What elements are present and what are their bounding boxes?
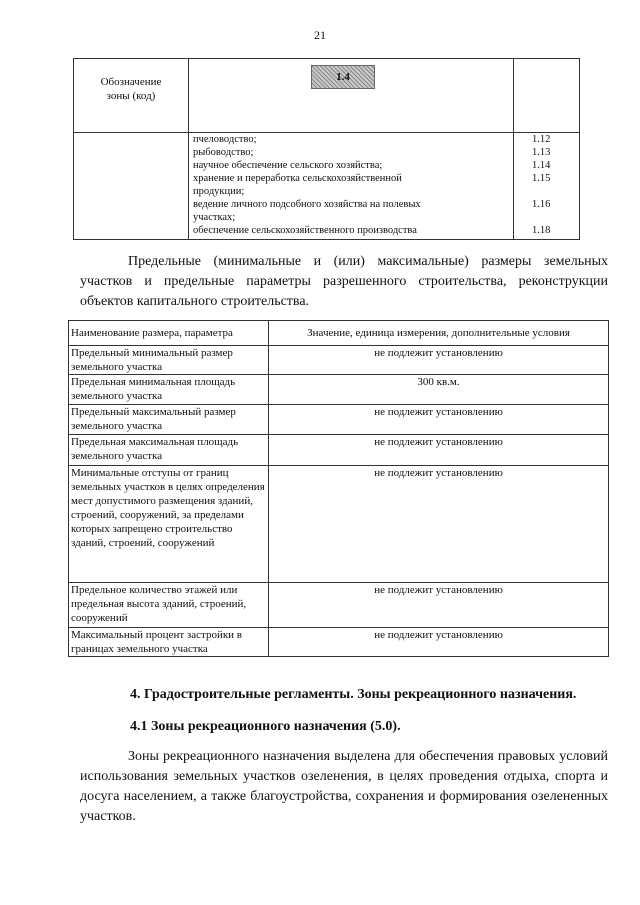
param-value: не подлежит установлению (269, 435, 609, 466)
parameters-table (68, 320, 609, 657)
list-item-continued: участках; (193, 212, 236, 223)
table-row (69, 405, 609, 435)
zone-code-cell (189, 59, 514, 133)
zone-label-line2: зоны (код) (106, 90, 156, 102)
param-value: не подлежит установлению (269, 405, 609, 435)
param-value: не подлежит установлению (269, 346, 609, 375)
subsection-heading: 4.1 Зоны рекреационного назначения (5.0). (130, 719, 401, 734)
intro-text: Предельные (минимальные и (или) максимальные) размеры земельных участков и предельные параметры разрешенного строительства, реконструкции объектов капитального строительства. (80, 254, 608, 309)
table-row (69, 375, 609, 405)
header-value: Значение, единица измерения, дополнительные условия (269, 321, 609, 346)
use-code: 1.12 (532, 134, 551, 145)
table-row (69, 583, 609, 628)
list-item: ведение личного подсобного хозяйства на полевых (193, 199, 421, 210)
param-value: 300 кв.м. (269, 375, 609, 405)
table-row (69, 466, 609, 583)
list-item: рыбоводство; (193, 147, 254, 158)
use-code: 1.13 (532, 147, 551, 158)
list-item: хранение и переработка сельскохозяйственной (193, 173, 402, 184)
table-row (69, 346, 609, 375)
header-name: Наименование размера, параметра (69, 321, 269, 346)
page-number: 21 (314, 28, 326, 42)
use-list (189, 133, 514, 240)
param-name: Максимальный процент застройки в границах земельного участка (69, 628, 269, 657)
closing-paragraph (80, 747, 608, 827)
param-name: Предельная максимальная площадь земельного участка (69, 435, 269, 466)
use-code: 1.16 (532, 199, 551, 210)
list-item-continued: продукции; (193, 186, 245, 197)
use-code: 1.18 (532, 225, 551, 236)
param-name: Минимальные отступы от границ земельных участков в целях определения мест допустимого размещения зданий, строений, сооружений, за пределами которых запрещено строительство зданий, строений, сооружений (69, 466, 269, 583)
param-name: Предельная минимальная площадь земельного участка (69, 375, 269, 405)
code-list (514, 133, 580, 240)
table-row (69, 435, 609, 466)
list-item: обеспечение сельскохозяйственного производства (193, 225, 417, 236)
intro-paragraph (80, 252, 608, 312)
param-value: не подлежит установлению (269, 466, 609, 583)
zone-label-line1: Обозначение (100, 76, 162, 88)
permitted-use-table (73, 58, 580, 240)
table-row (69, 628, 609, 657)
list-item: пчеловодство; (193, 134, 257, 145)
param-name: Предельный минимальный размер земельного участка (69, 346, 269, 375)
param-value: не подлежит установлению (269, 628, 609, 657)
list-item: научное обеспечение сельского хозяйства; (193, 160, 383, 171)
zone-label-cell (74, 59, 189, 133)
empty-header-cell (514, 59, 580, 133)
use-code: 1.14 (532, 160, 551, 171)
use-code: 1.15 (532, 173, 551, 184)
section-heading: 4. Градостроительные регламенты. Зоны рекреационного назначения. (130, 687, 577, 702)
closing-text: Зоны рекреационного назначения выделена для обеспечения правовых условий использования земельных участков озеленения, в целях проведения отдыха, спорта и досуга населением, а также благоустройства, сохранения и формирования озелененных участков. (80, 749, 608, 824)
empty-cell (74, 133, 189, 240)
param-name: Предельный максимальный размер земельного участка (69, 405, 269, 435)
param-name: Предельное количество этажей или предельная высота зданий, строений, сооружений (69, 583, 269, 628)
param-value: не подлежит установлению (269, 583, 609, 628)
zone-code-badge: 1.4 (311, 65, 375, 89)
